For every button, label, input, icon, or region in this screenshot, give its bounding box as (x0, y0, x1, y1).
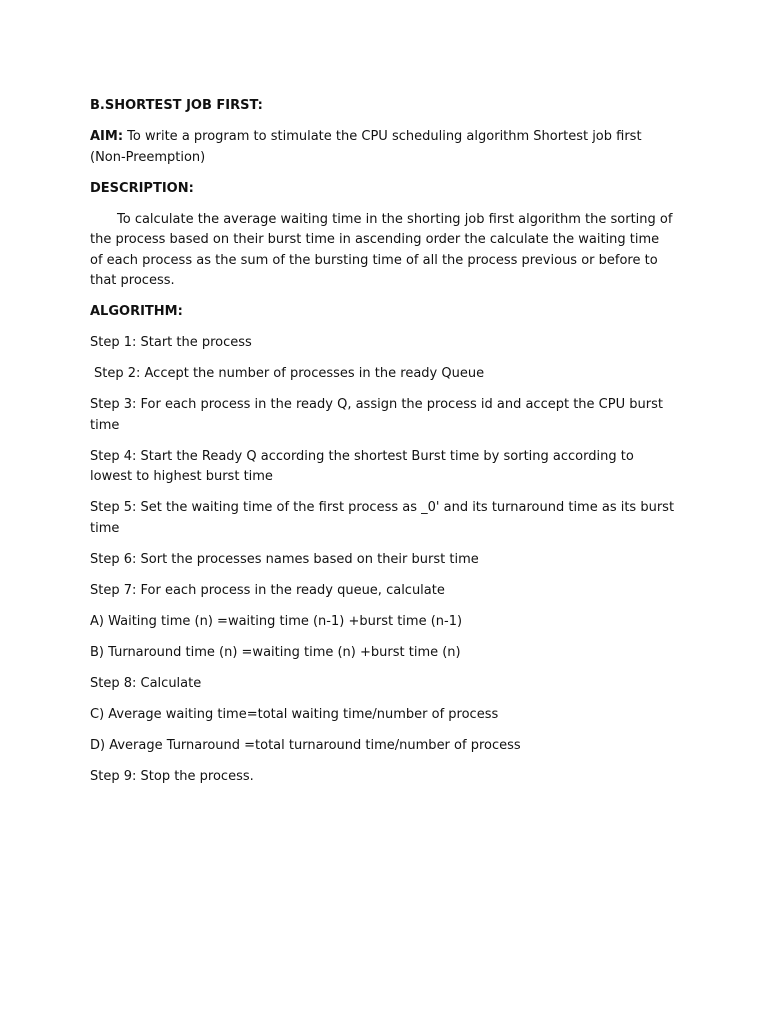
algorithm-formula-d: D) Average Turnaround =total turnaround time/number of process (90, 737, 521, 753)
algorithm-step-9: Step 9: Stop the process. (90, 768, 254, 784)
algorithm-formula-c: C) Average waiting time=total waiting time/number of process (90, 706, 499, 722)
algorithm-step-2: Step 2: Accept the number of processes in the ready Queue (94, 366, 485, 381)
description-paragraph: To calculate the average waiting time in the shorting job first algorithm the sorting of the process based on their burst time in ascending order the calculate the waiting time of each process as the sum of the bursting time of all the process previous or before to that process. (90, 211, 673, 288)
algorithm-step-1: Step 1: Start the process (90, 335, 252, 350)
aim-label: AIM: (90, 129, 124, 144)
algorithm-step-8: Step 8: Calculate (90, 675, 202, 691)
algorithm-formula-a: A) Waiting time (n) =waiting time (n-1) +burst time (n-1) (90, 613, 463, 629)
algorithm-step-3: Step 3: For each process in the ready Q, assign the process id and accept the CPU burst time (90, 397, 663, 433)
description-heading: DESCRIPTION: (90, 180, 194, 196)
document-page (90, 96, 675, 798)
algorithm-step-4: Step 4: Start the Ready Q according the shortest Burst time by sorting according to lowest to highest burst time (90, 448, 634, 484)
algorithm-step-5: Step 5: Set the waiting time of the first process as _0' and its turnaround time as its burst time (90, 500, 675, 536)
aim-text: To write a program to stimulate the CPU scheduling algorithm Shortest job first (Non-Preemption) (90, 129, 642, 165)
algorithm-heading: ALGORITHM: (90, 304, 183, 319)
algorithm-step-6: Step 6: Sort the processes names based on their burst time (90, 551, 479, 567)
algorithm-formula-b: B) Turnaround time (n) =waiting time (n) +burst time (n) (90, 644, 461, 660)
aim-paragraph (90, 127, 675, 168)
algorithm-step-7: Step 7: For each process in the ready queue, calculate (90, 582, 445, 598)
section-title: B.SHORTEST JOB FIRST: (90, 98, 263, 113)
